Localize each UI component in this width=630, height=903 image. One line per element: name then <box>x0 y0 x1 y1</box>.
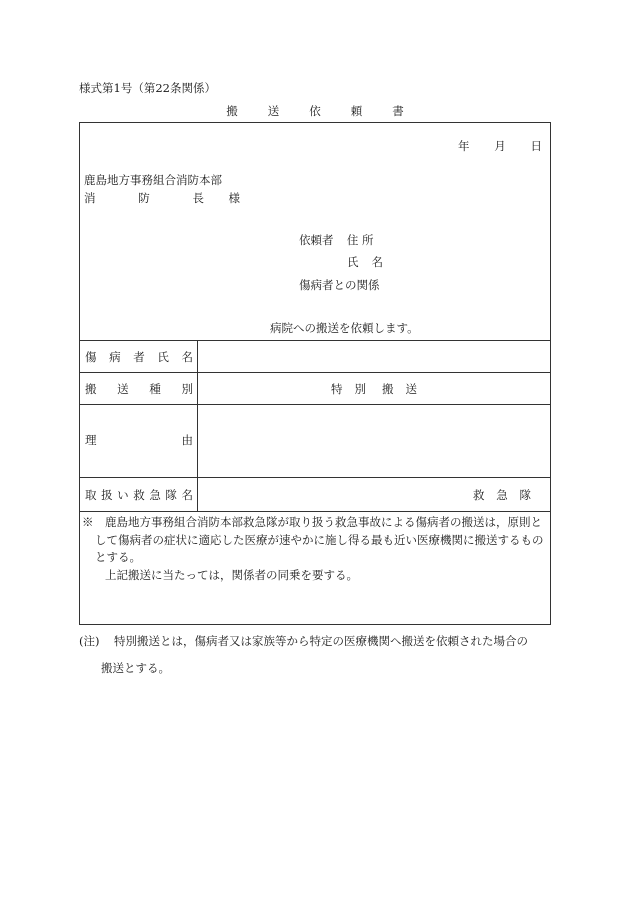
notice-paragraph-2: 上記搬送に当たっては，関係者の同乗を要する。 <box>105 567 358 582</box>
chief-char: 消 <box>84 191 96 205</box>
request-statement: 病院への搬送を依頼します。 <box>270 321 419 335</box>
value-char: 特 <box>331 382 343 396</box>
label-char: 氏 <box>157 350 169 364</box>
footnote-text-1: 特別搬送とは，傷病者又は家族等から特定の医療機関へ搬送を依頼された場合の <box>114 634 528 648</box>
reason-label <box>85 432 193 448</box>
label-char: 理 <box>85 433 97 447</box>
label-char: 別 <box>181 382 193 396</box>
patient-name-label <box>85 349 193 365</box>
label-char: 送 <box>117 382 129 396</box>
reason-field[interactable] <box>198 405 550 477</box>
label-char: 病 <box>109 350 121 364</box>
ambulance-team-value <box>473 487 531 503</box>
name-label-char: 名 <box>371 255 383 269</box>
title-char: 頼 <box>350 104 363 118</box>
value-char: 別 <box>354 382 366 396</box>
label-char: 取 <box>85 488 97 502</box>
patient-name-field[interactable] <box>198 341 550 372</box>
row-divider <box>80 511 550 512</box>
title-char: 搬 <box>226 104 238 118</box>
value-char: 送 <box>405 382 417 396</box>
label-char: 名 <box>181 488 193 502</box>
row-divider <box>80 477 550 478</box>
value-char: 急 <box>496 488 508 502</box>
footnote-line-1 <box>79 633 528 649</box>
transport-type-label <box>85 381 193 397</box>
label-char: い <box>117 488 129 502</box>
value-char: 救 <box>473 488 485 502</box>
title-char: 依 <box>309 104 321 118</box>
title-char: 送 <box>267 104 280 118</box>
date-month: 月 <box>494 139 506 153</box>
date-day: 日 <box>530 139 542 153</box>
value-char: 隊 <box>519 488 531 502</box>
footnote-mark: (注) <box>79 634 100 648</box>
title-char: 書 <box>392 104 404 118</box>
label-char: 搬 <box>85 382 97 396</box>
label-char: 者 <box>133 350 145 364</box>
footnote-line-2: 搬送とする。 <box>101 661 170 675</box>
label-char: 扱 <box>101 488 113 502</box>
document-title <box>0 103 630 119</box>
label-char: 種 <box>149 382 161 396</box>
label-char: 傷 <box>85 350 97 364</box>
notice-paragraph-1: ※ 鹿島地方事務組合消防本部救急隊が取り扱う救急事故による傷病者の搬送は，原則として傷病者の症状に適応した医療が速やかに施し得る最も近い医療機関に搬送するものとする。 <box>82 515 544 564</box>
label-char: 急 <box>149 488 161 502</box>
label-char: 救 <box>133 488 145 502</box>
label-char: 隊 <box>165 488 177 502</box>
chief-char: 防 <box>138 191 150 205</box>
requester-label: 依頼者 <box>299 233 334 247</box>
ambulance-team-label <box>85 487 193 503</box>
address-label: 住 所 <box>346 233 374 247</box>
label-char: 由 <box>181 433 193 447</box>
notice-block <box>82 514 548 584</box>
name-label-char: 氏 <box>347 255 359 269</box>
label-char: 名 <box>181 350 193 364</box>
requester-relation-label: 傷病者との関係 <box>299 278 380 292</box>
form-number: 様式第1号（第22条関係） <box>79 81 216 95</box>
chief-char: 長 <box>192 191 204 205</box>
transport-type-value <box>198 381 550 397</box>
row-divider <box>80 372 550 373</box>
addressee-org: 鹿島地方事務組合消防本部 <box>84 173 222 187</box>
honorific: 様 <box>228 191 240 205</box>
value-char: 搬 <box>382 382 394 396</box>
date-year: 年 <box>458 139 470 153</box>
